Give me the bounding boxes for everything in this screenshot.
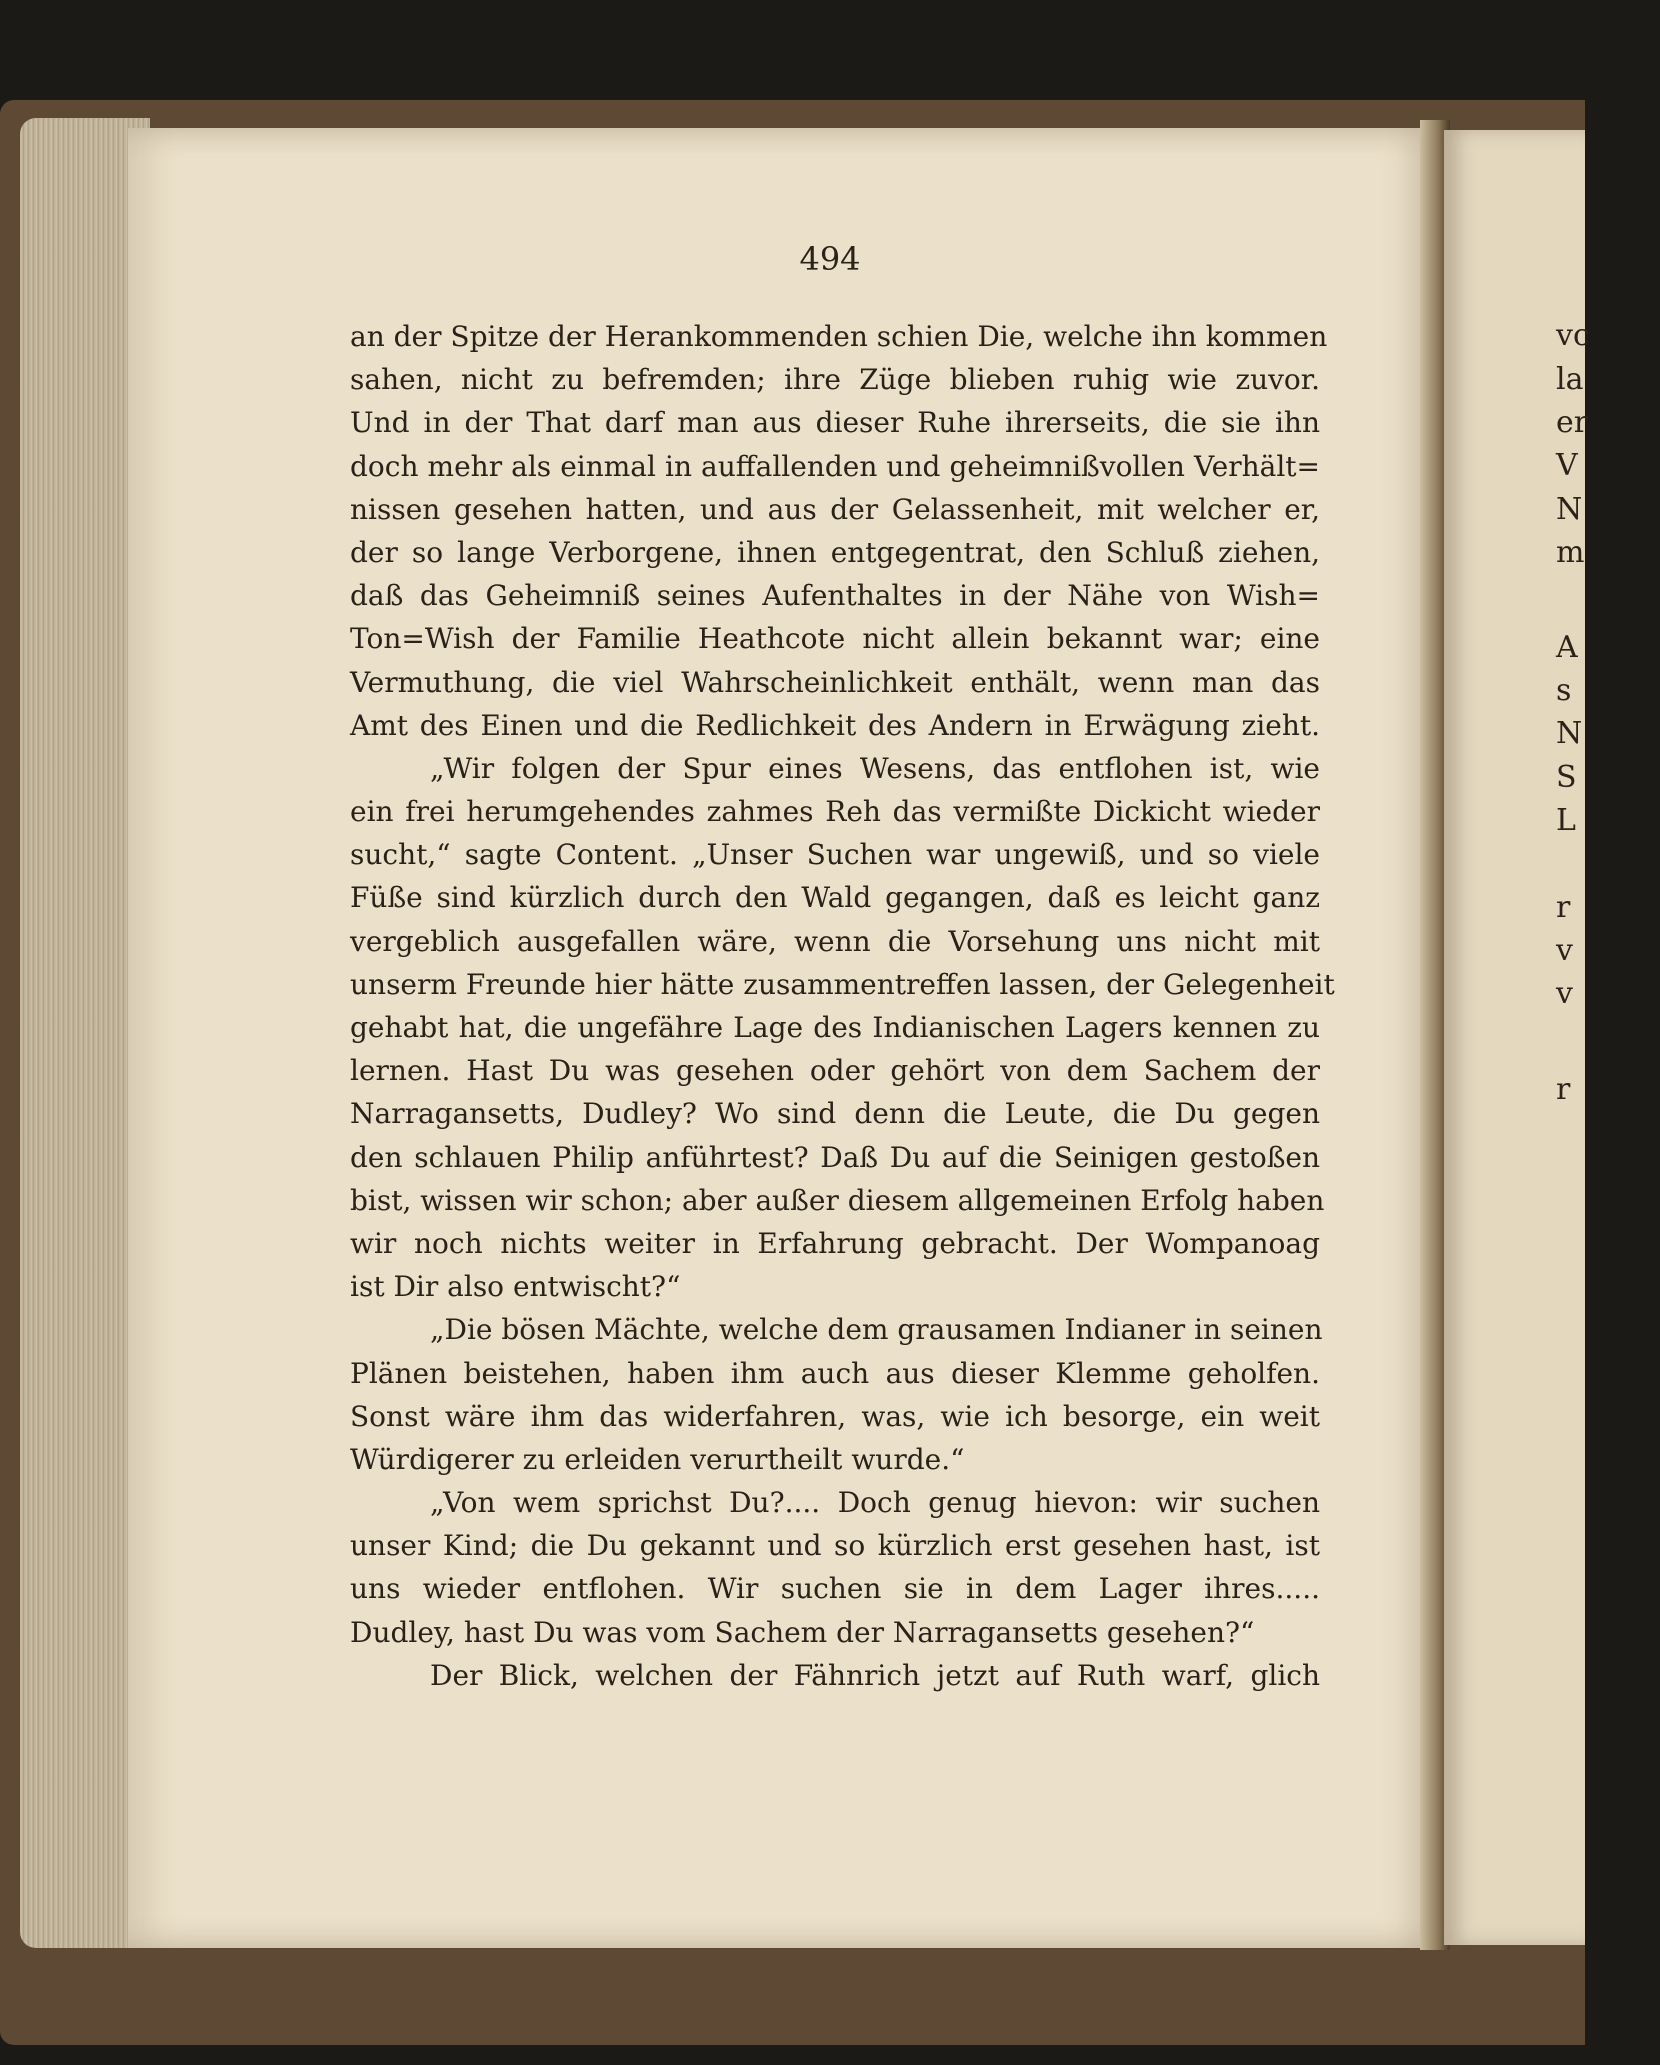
right-page <box>1444 130 1585 1945</box>
text-line: lernen. Hast Du was gesehen oder gehört von dem Sachem der <box>350 1054 1320 1088</box>
text-line: den schlauen Philip anführtest? Daß Du auf die Seinigen gestoßen <box>350 1140 1320 1174</box>
text-line: sucht,“ sagte Content. „Unser Suchen war ungewiß, und so viele <box>350 838 1320 872</box>
right-page-fragment: A <box>1556 630 1578 665</box>
text-line: Sonst wäre ihm das widerfahren, was, wie ich besorge, ein weit <box>350 1399 1320 1433</box>
body-text <box>350 315 1335 1697</box>
right-page-fragment: v <box>1556 933 1573 968</box>
text-line: doch mehr als einmal in auffallenden und geheimnißvollen Verhält= <box>350 449 1320 483</box>
text-line: Plänen beistehen, haben ihm auch aus dieser Klemme geholfen. <box>350 1356 1320 1390</box>
text-line: der so lange Verborgene, ihnen entgegentrat, den Schluß ziehen, <box>350 535 1320 569</box>
right-page-fragment: V <box>1556 448 1578 483</box>
right-page-fragment: N <box>1556 492 1583 527</box>
text-line: Ton=Wish der Familie Heathcote nicht allein bekannt war; eine <box>350 622 1320 656</box>
text-line: wir noch nichts weiter in Erfahrung gebracht. Der Wompanoag <box>350 1226 1320 1260</box>
text-line: Amt des Einen und die Redlichkeit des Andern in Erwägung zieht. <box>350 708 1320 742</box>
right-page-fragment: r <box>1556 1072 1571 1107</box>
text-line: an der Spitze der Herankommenden schien Die, welche ihn kommen <box>350 320 1328 353</box>
text-line: vergeblich ausgefallen wäre, wenn die Vorsehung uns nicht mit <box>350 924 1320 958</box>
text-line: gehabt hat, die ungefähre Lage des Indianischen Lagers kennen zu <box>350 1011 1320 1044</box>
text-line: Dudley, hast Du was vom Sachem der Narragansetts gesehen?“ <box>350 1615 1255 1649</box>
text-line: Narragansetts, Dudley? Wo sind denn die Leute, die Du gegen <box>350 1097 1320 1131</box>
text-line: sahen, nicht zu befremden; ihre Züge blieben ruhig wie zuvor. <box>350 363 1320 397</box>
text-line: ein frei herumgehendes zahmes Reh das vermißte Dickicht wieder <box>350 795 1320 829</box>
right-page-fragment: r <box>1556 890 1571 925</box>
text-line: Und in der That darf man aus dieser Ruhe ihrerseits, die sie ihn <box>350 406 1320 440</box>
text-line: daß das Geheimniß seines Aufenthaltes in der Nähe von Wish= <box>350 579 1320 613</box>
text-line: Der Blick, welchen der Fähnrich jetzt auf Ruth warf, glich <box>430 1658 1320 1692</box>
right-page-fragment: v <box>1556 976 1573 1011</box>
text-line: ist Dir also entwischt?“ <box>350 1270 681 1304</box>
text-line: Füße sind kürzlich durch den Wald gegangen, daß es leicht ganz <box>350 881 1320 915</box>
text-line: Vermuthung, die viel Wahrscheinlichkeit enthält, wenn man das <box>350 665 1320 699</box>
right-page-fragment: N <box>1556 716 1583 751</box>
right-page-fragment: m <box>1556 535 1585 570</box>
text-line: unserm Freunde hier hätte zusammentreffen lassen, der Gelegenheit <box>350 967 1335 1001</box>
text-line: „Wir folgen der Spur eines Wesens, das entflohen ist, wie <box>430 751 1320 785</box>
right-page-fragment: L <box>1556 803 1576 838</box>
right-page-fragment: s <box>1556 673 1572 708</box>
text-line: „Die bösen Mächte, welche dem grausamen Indianer in seinen <box>430 1313 1323 1347</box>
text-line: uns wieder entflohen. Wir suchen sie in dem Lager ihres..... <box>350 1572 1320 1606</box>
text-line: unser Kind; die Du gekannt und so kürzlich erst gesehen hast, ist <box>350 1529 1320 1563</box>
right-page-fragment: er <box>1556 405 1589 440</box>
text-line: „Von wem sprichst Du?.... Doch genug hievon: wir suchen <box>430 1486 1320 1520</box>
text-line: Würdigerer zu erleiden verurtheilt wurde.“ <box>350 1442 965 1476</box>
right-page-fragment: la <box>1556 362 1584 397</box>
text-line: nissen gesehen hatten, und aus der Gelassenheit, mit welcher er, <box>350 492 1320 526</box>
text-line: bist, wissen wir schon; aber außer diesem allgemeinen Erfolg haben <box>350 1183 1325 1217</box>
page-number: 494 <box>799 240 861 278</box>
right-page-fragment: vc <box>1556 318 1590 353</box>
right-page-fragment: S <box>1556 760 1577 795</box>
